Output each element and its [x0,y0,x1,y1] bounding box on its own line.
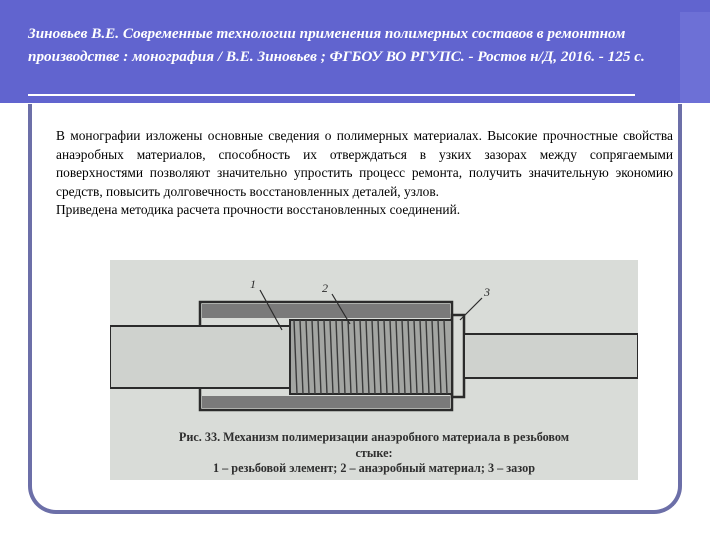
callout-line-3 [460,298,482,320]
figure-caption-line-2: стыке: [355,446,393,460]
figure-photo [110,260,638,480]
title-band-accent [680,12,710,103]
upper-wall-hatch [202,304,450,318]
title-underline [28,94,635,96]
description-paragraph-2: Приведена методика расчета прочности восстановленных соединений. [56,202,461,217]
slide-title: Зиновьев В.Е. Современные технологии применения полимерных составов в ремонтном производстве : монография / В.Е. Зиновьев ; ФГБОУ ВО РГУПС. - Ростов н/Д, 2016. - 125 с. [28,25,645,65]
callout-1: 1 [250,277,256,291]
callout-2: 2 [322,281,328,295]
lower-wall-hatch [202,396,450,408]
threaded-element [464,334,638,378]
sleeve-end-outline [452,315,464,397]
figure-caption-line-1: Рис. 33. Механизм полимеризации анаэробного материала в резьбовом [178,430,570,444]
callout-3: 3 [484,285,490,299]
figure-caption-line-3: 1 – резьбовой элемент; 2 – анаэробный материал; 3 – зазор [213,461,535,475]
book-description [56,127,673,220]
description-paragraph-1: В монографии изложены основные сведения о полимерных материалах. Высокие прочностные свойства анаэробных материалов, способность их отверждаться в узких зазорах между сопрягаемыми поверхностями позволяют значительно упростить процесс ремонта, получить значительную экономию средств, повысить долговечность восстановленных деталей, узлов. [56,128,673,199]
title-band-corner [710,0,720,103]
inner-rod [110,326,290,388]
